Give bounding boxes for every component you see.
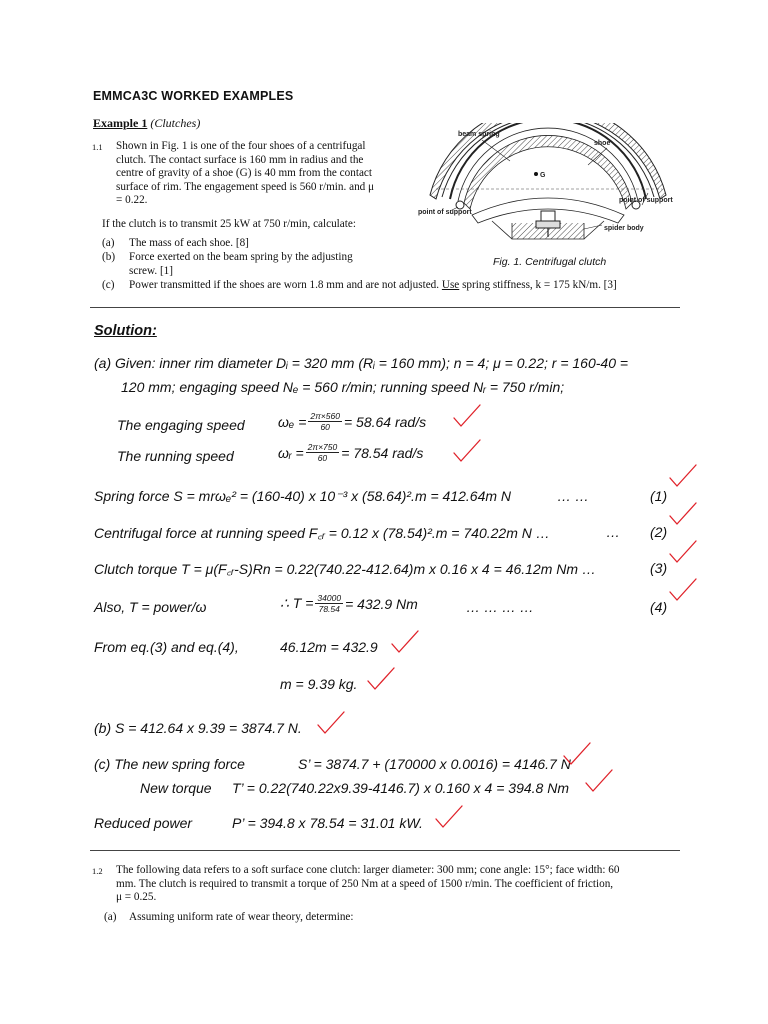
fraction: $\frac{34000}{78.54}$: [317, 593, 342, 614]
check-mark-icon: [390, 628, 422, 658]
example-label: Example 1: [93, 116, 148, 130]
given-line-1: (a) Given: inner rim diameter Dᵢ = 320 mm (Rᵢ = 160 mm); n = 4; μ = 0.22; r = 160-40 =: [94, 355, 629, 371]
check-mark-icon: [668, 576, 700, 606]
question-text: [116, 140, 374, 208]
question-line: clutch. The contact surface is 160 mm in radius and the: [116, 153, 364, 166]
centrifugal-clutch-figure: [412, 123, 684, 241]
part-text: The mass of each shoe. [8]: [129, 237, 249, 249]
part-label: (c): [102, 279, 115, 291]
torque-equation: [280, 593, 418, 614]
equation-rhs: = 58.64 rad/s: [343, 413, 427, 430]
example-topic: (Clutches): [150, 116, 201, 130]
equation-rhs: = 78.54 rad/s: [341, 444, 424, 461]
new-spring-force-equation: S’ = 3874.7 + (170000 x 0.0016) = 4146.7 N: [298, 756, 571, 772]
equation-number: (4): [650, 599, 668, 615]
equation-number: (1): [650, 488, 668, 504]
running-speed-label: The running speed: [117, 448, 234, 464]
part-label: (a): [102, 237, 115, 249]
equation-number: (3): [650, 560, 668, 576]
also-line: Also, T = power/ω: [94, 599, 207, 615]
engaging-speed-label: The engaging speed: [117, 417, 245, 433]
question-text: [116, 864, 619, 905]
new-torque-equation: T’ = 0.22(740.22x9.39-4146.7) x 0.160 x 4 = 394.8 Nm: [232, 780, 569, 796]
figure-label-support-right: point of support: [619, 197, 673, 204]
question-line: μ = 0.25.: [116, 891, 157, 904]
check-mark-icon: [584, 767, 616, 797]
figure-label-spider-body: spider body: [604, 225, 644, 232]
leader-dots: … …: [557, 488, 589, 504]
question-part: [102, 237, 249, 251]
equation-lhs: ∴ T =: [280, 595, 314, 611]
check-mark-icon: [668, 538, 700, 568]
mass-result: m = 9.39 kg.: [280, 676, 358, 692]
figure-caption: Fig. 1. Centrifugal clutch: [493, 256, 607, 268]
check-mark-icon: [434, 803, 466, 833]
new-spring-force-label: (c) The new spring force: [94, 756, 245, 772]
question-part: [102, 279, 617, 293]
solution-heading: Solution:: [94, 323, 157, 339]
check-mark-icon: [366, 665, 398, 695]
equation-lhs: ωᵣ =: [278, 444, 304, 461]
part-label: (a): [104, 911, 117, 923]
question-part: [104, 911, 354, 925]
question-intro: If the clutch is to transmit 25 kW at 750 r/min, calculate:: [102, 218, 356, 230]
question-part: [102, 251, 353, 265]
part-label: (b): [102, 251, 116, 263]
figure-label-beam-spring: beam spring: [458, 131, 500, 138]
centrifugal-force-line: Centrifugal force at running speed F꜀ᵣ = 0.12 x (78.54)².m = 740.22m N …: [94, 525, 550, 541]
fraction: $\frac{2\pi\times 750}{60}$: [307, 442, 338, 463]
mass-equation: 46.12m = 432.9: [280, 639, 378, 655]
question-line: centre of gravity of a shoe (G) is 40 mm from the contact: [116, 167, 372, 180]
equation-rhs: = 432.9 Nm: [345, 595, 418, 612]
figure-label-shoe: shoe: [594, 140, 611, 147]
reduced-power-equation: P’ = 394.8 x 78.54 = 31.01 kW.: [232, 815, 423, 831]
part-text: Power transmitted if the shoes are worn 1.8 mm and are not adjusted. Use spring stiffness, k = 175 kN/m. [3]: [129, 279, 617, 291]
part-text: screw. [1]: [129, 265, 174, 277]
divider: [90, 850, 680, 851]
leader-dots: …: [606, 524, 620, 540]
part-b-line: (b) S = 412.64 x 9.39 = 3874.7 N.: [94, 720, 302, 736]
check-mark-icon: [316, 709, 348, 739]
equation-lhs: ωₑ =: [278, 413, 307, 430]
part-text: Force exerted on the beam spring by the adjusting: [129, 251, 353, 263]
spring-force-line: Spring force S = mrωₑ² = (160-40) x 10⁻³ x (58.64)².m = 412.64m N: [94, 488, 512, 504]
question-line: The following data refers to a soft surface cone clutch: larger diameter: 300 mm; cone angle: 15°; face width: 60: [116, 864, 620, 876]
reduced-power-label: Reduced power: [94, 815, 193, 831]
leader-dots: … … … …: [466, 599, 534, 615]
question-number: 1.2: [92, 866, 103, 876]
fraction: $\frac{2\pi\times 560}{60}$: [310, 411, 340, 432]
check-mark-icon: [668, 462, 700, 492]
divider: [90, 307, 680, 308]
question-line: = 0.22.: [116, 194, 148, 207]
part-text: Assuming uniform rate of wear theory, determine:: [129, 911, 354, 923]
new-torque-label: New torque: [140, 780, 212, 796]
check-mark-icon: [562, 740, 594, 770]
question-number: 1.1: [92, 142, 103, 152]
check-mark-icon: [452, 437, 484, 467]
figure-label-g: G: [540, 172, 546, 179]
check-mark-icon: [452, 402, 484, 432]
given-line-2: 120 mm; engaging speed Nₑ = 560 r/min; running speed Nᵣ = 750 r/min;: [121, 379, 565, 395]
example-heading: [93, 116, 200, 131]
clutch-torque-line: Clutch torque T = μ(F꜀ᵣ-S)Rn = 0.22(740.22-412.64)m x 0.16 x 4 = 46.12m Nm …: [94, 561, 596, 577]
engaging-speed-equation: [278, 411, 426, 432]
check-mark-icon: [668, 500, 700, 530]
figure-label-support-left: point of support: [418, 209, 472, 216]
from-equations-label: From eq.(3) and eq.(4),: [94, 639, 239, 655]
question-line: mm. The clutch is required to transmit a torque of 250 Nm at a speed of 1500 r/min. The coefficient of friction,: [116, 877, 614, 890]
document-title: EMMCA3C WORKED EXAMPLES: [93, 89, 294, 103]
question-line: surface of rim. The engagement speed is 560 r/min. and μ: [116, 180, 375, 193]
equation-number: (2): [650, 524, 668, 540]
running-speed-equation: [278, 442, 423, 463]
question-line: Shown in Fig. 1 is one of the four shoes of a centrifugal: [116, 140, 366, 152]
